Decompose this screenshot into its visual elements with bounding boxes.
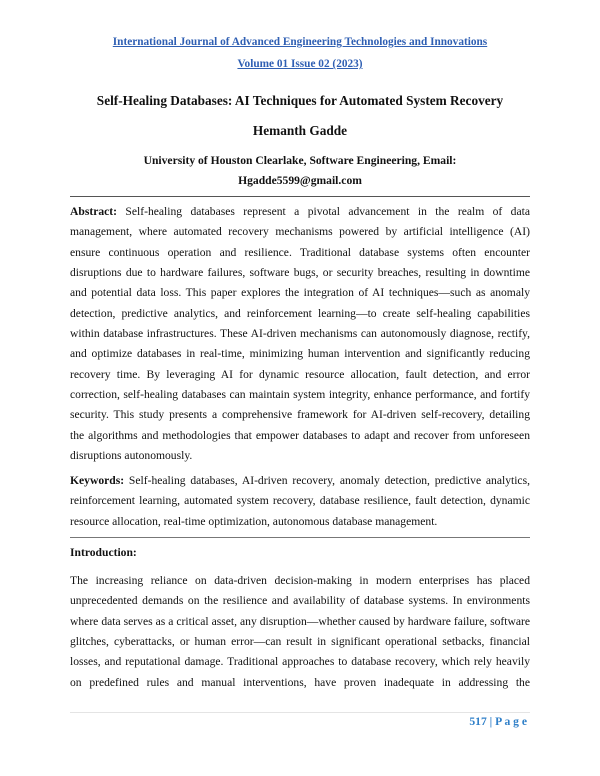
abstract-label: Abstract:	[70, 205, 118, 218]
abstract-line: and optimize databases in real-time, minimizing human intervention and significantly reducing	[70, 347, 530, 361]
intro-line: The increasing reliance on data-driven decision-making in modern enterprises has placed	[70, 574, 530, 587]
abstract-line: the algorithms and methodologies that empower databases to adapt and recover from unforeseen	[70, 428, 530, 442]
page-number: 517	[469, 715, 487, 728]
keywords-section	[70, 471, 530, 532]
abstract-line: disruptions due to hardware failures, software bugs, or security breaches, resulting in downtime	[70, 266, 530, 280]
abstract-line: within database infrastructures. These AI-driven mechanisms can autonomously diagnose, rectify,	[70, 327, 530, 341]
journal-title-link[interactable]: International Journal of Advanced Engineering Technologies and Innovations	[112, 36, 488, 48]
author-name: Hemanth Gadde	[252, 123, 348, 138]
abstract-line: Self-healing databases represent a pivotal advancement in the realm of data	[125, 205, 530, 218]
affiliation: University of Houston Clearlake, Software Engineering, Email:	[143, 154, 457, 167]
page-label: | P a g e	[489, 715, 527, 728]
intro-line: unprecedented demands on the resilience and availability of database systems. In environments	[70, 594, 530, 608]
abstract-line: ensure continuous operation and resilience. Traditional database systems often encounter	[70, 245, 530, 259]
footer-divider	[70, 712, 530, 713]
abstract-line: recovery time. By leveraging AI for dynamic resource allocation, fault detection, and error	[70, 367, 530, 381]
keywords-label: Keywords:	[70, 474, 125, 487]
keywords-line: Self-healing databases, AI-driven recovery, anomaly detection, predictive analytics,	[128, 474, 530, 487]
paper-title: Self-Healing Databases: AI Techniques for Automated System Recovery	[96, 93, 504, 108]
introduction-section	[70, 571, 530, 693]
intro-line: losses, and reputational damage. Traditional approaches to database recovery, which rely heavily	[70, 655, 530, 669]
page-footer	[469, 715, 527, 728]
volume-link[interactable]: Volume 01 Issue 02 (2023)	[237, 58, 363, 70]
abstract-line: detection, predictive analytics, and reinforcement learning—to create self-healing capabilities	[70, 306, 530, 320]
intro-line: glitches, cyberattacks, or human error—can result in significant operational setbacks, financial	[70, 635, 530, 649]
introduction-heading: Introduction:	[70, 546, 137, 559]
abstract-line: and potential data loss. This paper explores the integration of AI techniques—such as anomaly	[70, 286, 530, 300]
author-email: Hgadde5599@gmail.com	[238, 174, 362, 187]
abstract-section	[70, 202, 530, 466]
header-divider	[70, 196, 530, 197]
abstract-line: correction, self-healing databases can maintain system integrity, enhance performance, and fortify	[70, 388, 530, 402]
intro-line: where data serves as a critical asset, any disruption—whether caused by hardware failure, software	[70, 614, 530, 628]
intro-line: on predefined rules and manual interventions, have proven inadequate in addressing the	[70, 675, 530, 689]
abstract-line: security. This study presents a comprehensive framework for AI-driven self-recovery, detailing	[70, 408, 530, 422]
keywords-line: resource allocation, real-time optimization, autonomous database management.	[70, 514, 438, 528]
abstract-line: management, where automated recovery mechanisms powered by artificial intelligence (AI)	[70, 225, 530, 239]
keywords-line: reinforcement learning, automated system recovery, database resilience, fault detection, dynamic	[70, 494, 530, 508]
abstract-line: disruptions autonomously.	[70, 449, 193, 463]
keywords-divider	[70, 537, 530, 538]
